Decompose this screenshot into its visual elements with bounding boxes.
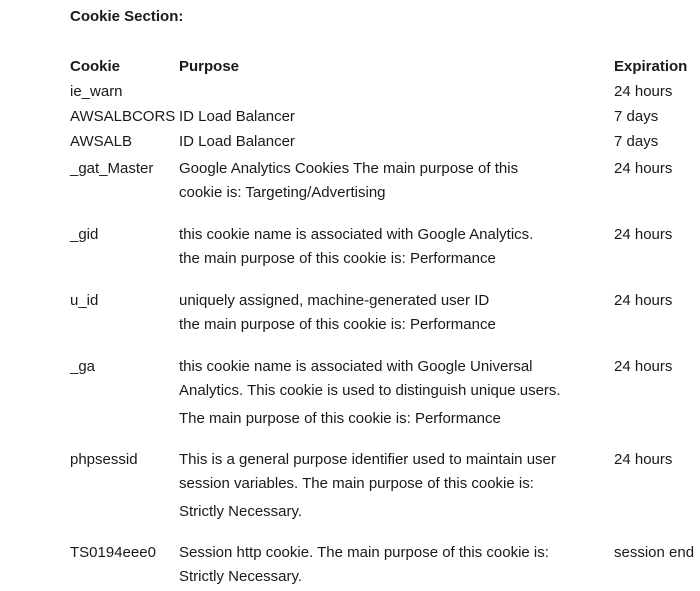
cookie-name: _gat_Master [70,160,154,177]
cookie-name: _ga [70,358,96,375]
cookie-expiration: 24 hours [614,160,673,177]
purpose-line: ID Load Balancer [179,108,295,125]
cookie-expiration: 24 hours [614,226,673,243]
cookie-expiration: 7 days [614,133,659,150]
header-expiration: Expiration [614,58,688,75]
cookie-purpose [179,159,599,207]
purpose-line: uniquely assigned, machine-generated user ID [179,292,490,309]
cookie-purpose [179,357,599,432]
purpose-line: Strictly Necessary. [179,568,303,585]
table-header [0,57,700,77]
cookie-expiration: 24 hours [614,83,673,100]
section-title: Cookie Section: [70,8,184,25]
purpose-line: ID Load Balancer [179,133,295,150]
cookie-name: ie_warn [70,83,123,100]
cookie-name: u_id [70,292,99,309]
cookie-purpose [179,225,599,273]
purpose-line: session variables. The main purpose of this cookie is: [179,475,534,492]
purpose-line: this cookie name is associated with Google Analytics. [179,226,534,243]
cookie-purpose [179,291,599,339]
purpose-line: Session http cookie. The main purpose of this cookie is: [179,544,549,561]
purpose-line: Google Analytics Cookies The main purpose of this [179,160,519,177]
purpose-line: Analytics. This cookie is used to distinguish unique users. [179,382,561,399]
header-cookie: Cookie [70,58,121,75]
cookie-purpose [179,132,599,152]
cookie-purpose [179,450,599,525]
cookie-purpose [179,107,599,127]
purpose-line: The main purpose of this cookie is: Performance [179,409,501,427]
purpose-line: cookie is: Targeting/Advertising [179,184,386,201]
cookie-expiration: 24 hours [614,358,673,375]
purpose-line: the main purpose of this cookie is: Performance [179,250,496,267]
purpose-line: the main purpose of this cookie is: Performance [179,316,496,333]
cookie-name: AWSALBCORS [70,108,176,125]
cookie-name: phpsessid [70,451,138,468]
cookie-expiration: 24 hours [614,292,673,309]
purpose-line: this cookie name is associated with Google Universal [179,358,533,375]
header-purpose: Purpose [179,58,240,75]
cookie-name: _gid [70,226,99,243]
purpose-line: Strictly Necessary. [179,502,303,520]
cookie-expiration: 7 days [614,108,659,125]
cookie-expiration: 24 hours [614,451,673,468]
cookie-name: AWSALB [70,133,132,150]
purpose-line: This is a general purpose identifier used to maintain user [179,451,556,468]
cookie-expiration: session end [614,544,695,561]
cookie-purpose [179,543,599,591]
cookie-name: TS0194eee0 [70,544,156,561]
